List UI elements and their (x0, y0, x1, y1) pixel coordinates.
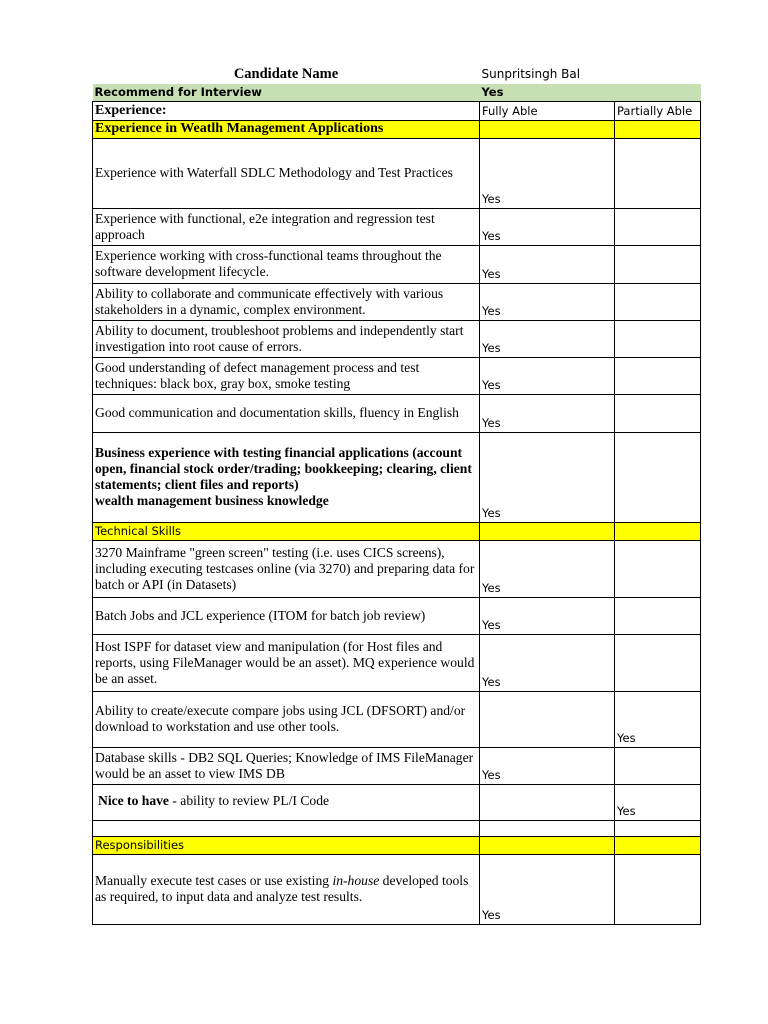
table-row (93, 245, 701, 283)
section-title-responsibilities: Responsibilities (93, 836, 480, 854)
partially-able-cell (615, 208, 701, 245)
fully-able-cell: Yes (480, 208, 615, 245)
requirement-text: Database skills - DB2 SQL Queries; Knowledge of IMS FileManager would be an asset to view IMS DB (93, 747, 480, 784)
evaluation-sheet (92, 64, 700, 925)
requirement-text: Experience with functional, e2e integration and regression test approach (93, 208, 480, 245)
recommend-value: Yes (480, 84, 701, 101)
section-title-technical: Technical Skills (93, 522, 480, 540)
requirement-text: Host ISPF for dataset view and manipulation (for Host files and reports, using FileManager would be an asset). MQ experience would be an asset. (93, 634, 480, 691)
candidate-row (93, 64, 701, 84)
partially-able-cell (615, 245, 701, 283)
recommend-row (93, 84, 701, 101)
table-row (93, 634, 701, 691)
candidate-label: Candidate Name (233, 65, 339, 82)
partially-able-cell (615, 320, 701, 357)
partially-able-cell (615, 432, 701, 522)
partially-able-cell (615, 394, 701, 432)
partially-able-cell (615, 634, 701, 691)
requirement-text: Ability to create/execute compare jobs using JCL (DFSORT) and/or download to workstation and use other tools. (93, 691, 480, 747)
resp-text-pre: Manually execute test cases or use existing (95, 873, 333, 888)
fully-able-cell: Yes (480, 597, 615, 634)
section-row-technical (93, 522, 701, 540)
fully-able-cell (480, 691, 615, 747)
requirement-text (93, 784, 480, 820)
partially-able-cell (615, 540, 701, 597)
nice-to-have-label: Nice to have (98, 792, 169, 808)
partially-able-cell (615, 138, 701, 208)
section-row-wealth (93, 120, 701, 138)
blank-row (93, 820, 701, 836)
table-row (93, 283, 701, 320)
fully-able-cell: Yes (480, 320, 615, 357)
table-row (93, 691, 701, 747)
requirement-text: Ability to collaborate and communicate effectively with various stakeholders in a dynamic, complex environment. (93, 283, 480, 320)
fully-able-cell: Yes (480, 245, 615, 283)
table-row (93, 432, 701, 522)
partially-able-cell (615, 854, 701, 924)
table-row (93, 854, 701, 924)
fully-able-cell: Yes (480, 283, 615, 320)
fully-able-cell: Yes (480, 854, 615, 924)
fully-able-cell: Yes (480, 634, 615, 691)
requirement-text (93, 432, 480, 522)
partially-able-header: Partially Able (615, 101, 701, 120)
table-row (93, 540, 701, 597)
table-row (93, 320, 701, 357)
evaluation-table (92, 64, 701, 925)
fully-able-cell: Yes (480, 747, 615, 784)
fully-able-cell: Yes (480, 432, 615, 522)
business-line-2: wealth management business knowledge (95, 493, 329, 508)
business-line-1: Business experience with testing financial applications (account open, financial stock order/trading; bookkeeping; clearing, client statements; client files and reports) (95, 445, 472, 492)
requirement-text: Good communication and documentation skills, fluency in English (93, 394, 480, 432)
resp-text-italic: in-house (332, 873, 380, 888)
table-row (93, 138, 701, 208)
partially-able-cell: Yes (615, 784, 701, 820)
partially-able-cell: Yes (615, 691, 701, 747)
requirement-text: 3270 Mainframe "green screen" testing (i.e. uses CICS screens), including executing testcases online (via 3270) and preparing data for batch or API (in Datasets) (93, 540, 480, 597)
partially-able-cell (615, 597, 701, 634)
requirement-text: Ability to document, troubleshoot problems and independently start investigation into root cause of errors. (93, 320, 480, 357)
table-row (93, 394, 701, 432)
column-header-row (93, 101, 701, 120)
nice-to-have-text: - ability to review PL/I Code (168, 792, 330, 808)
section-title-wealth: Experience in Weatlh Management Applications (93, 120, 480, 138)
partially-able-cell (615, 747, 701, 784)
candidate-name: Sunpritsingh Bal (481, 67, 581, 81)
fully-able-cell (480, 784, 615, 820)
requirement-text: Experience working with cross-functional teams throughout the software development lifecycle. (93, 245, 480, 283)
requirement-text: Batch Jobs and JCL experience (ITOM for batch job review) (93, 597, 480, 634)
partially-able-cell (615, 283, 701, 320)
fully-able-cell: Yes (480, 138, 615, 208)
table-row (93, 597, 701, 634)
partially-able-cell (615, 357, 701, 394)
experience-heading: Experience: (93, 101, 480, 120)
fully-able-header: Fully Able (480, 101, 615, 120)
table-row (93, 747, 701, 784)
fully-able-cell: Yes (480, 357, 615, 394)
table-row (93, 784, 701, 820)
table-row (93, 357, 701, 394)
table-row (93, 208, 701, 245)
requirement-text: Experience with Waterfall SDLC Methodology and Test Practices (93, 138, 480, 208)
recommend-label: Recommend for Interview (93, 84, 480, 101)
fully-able-cell: Yes (480, 394, 615, 432)
section-row-responsibilities (93, 836, 701, 854)
requirement-text: Good understanding of defect management process and test techniques: black box, gray box, smoke testing (93, 357, 480, 394)
resp-text-post: developed tools as required, to input data and analyze test results. (95, 873, 469, 904)
fully-able-cell: Yes (480, 540, 615, 597)
requirement-text (93, 854, 480, 924)
